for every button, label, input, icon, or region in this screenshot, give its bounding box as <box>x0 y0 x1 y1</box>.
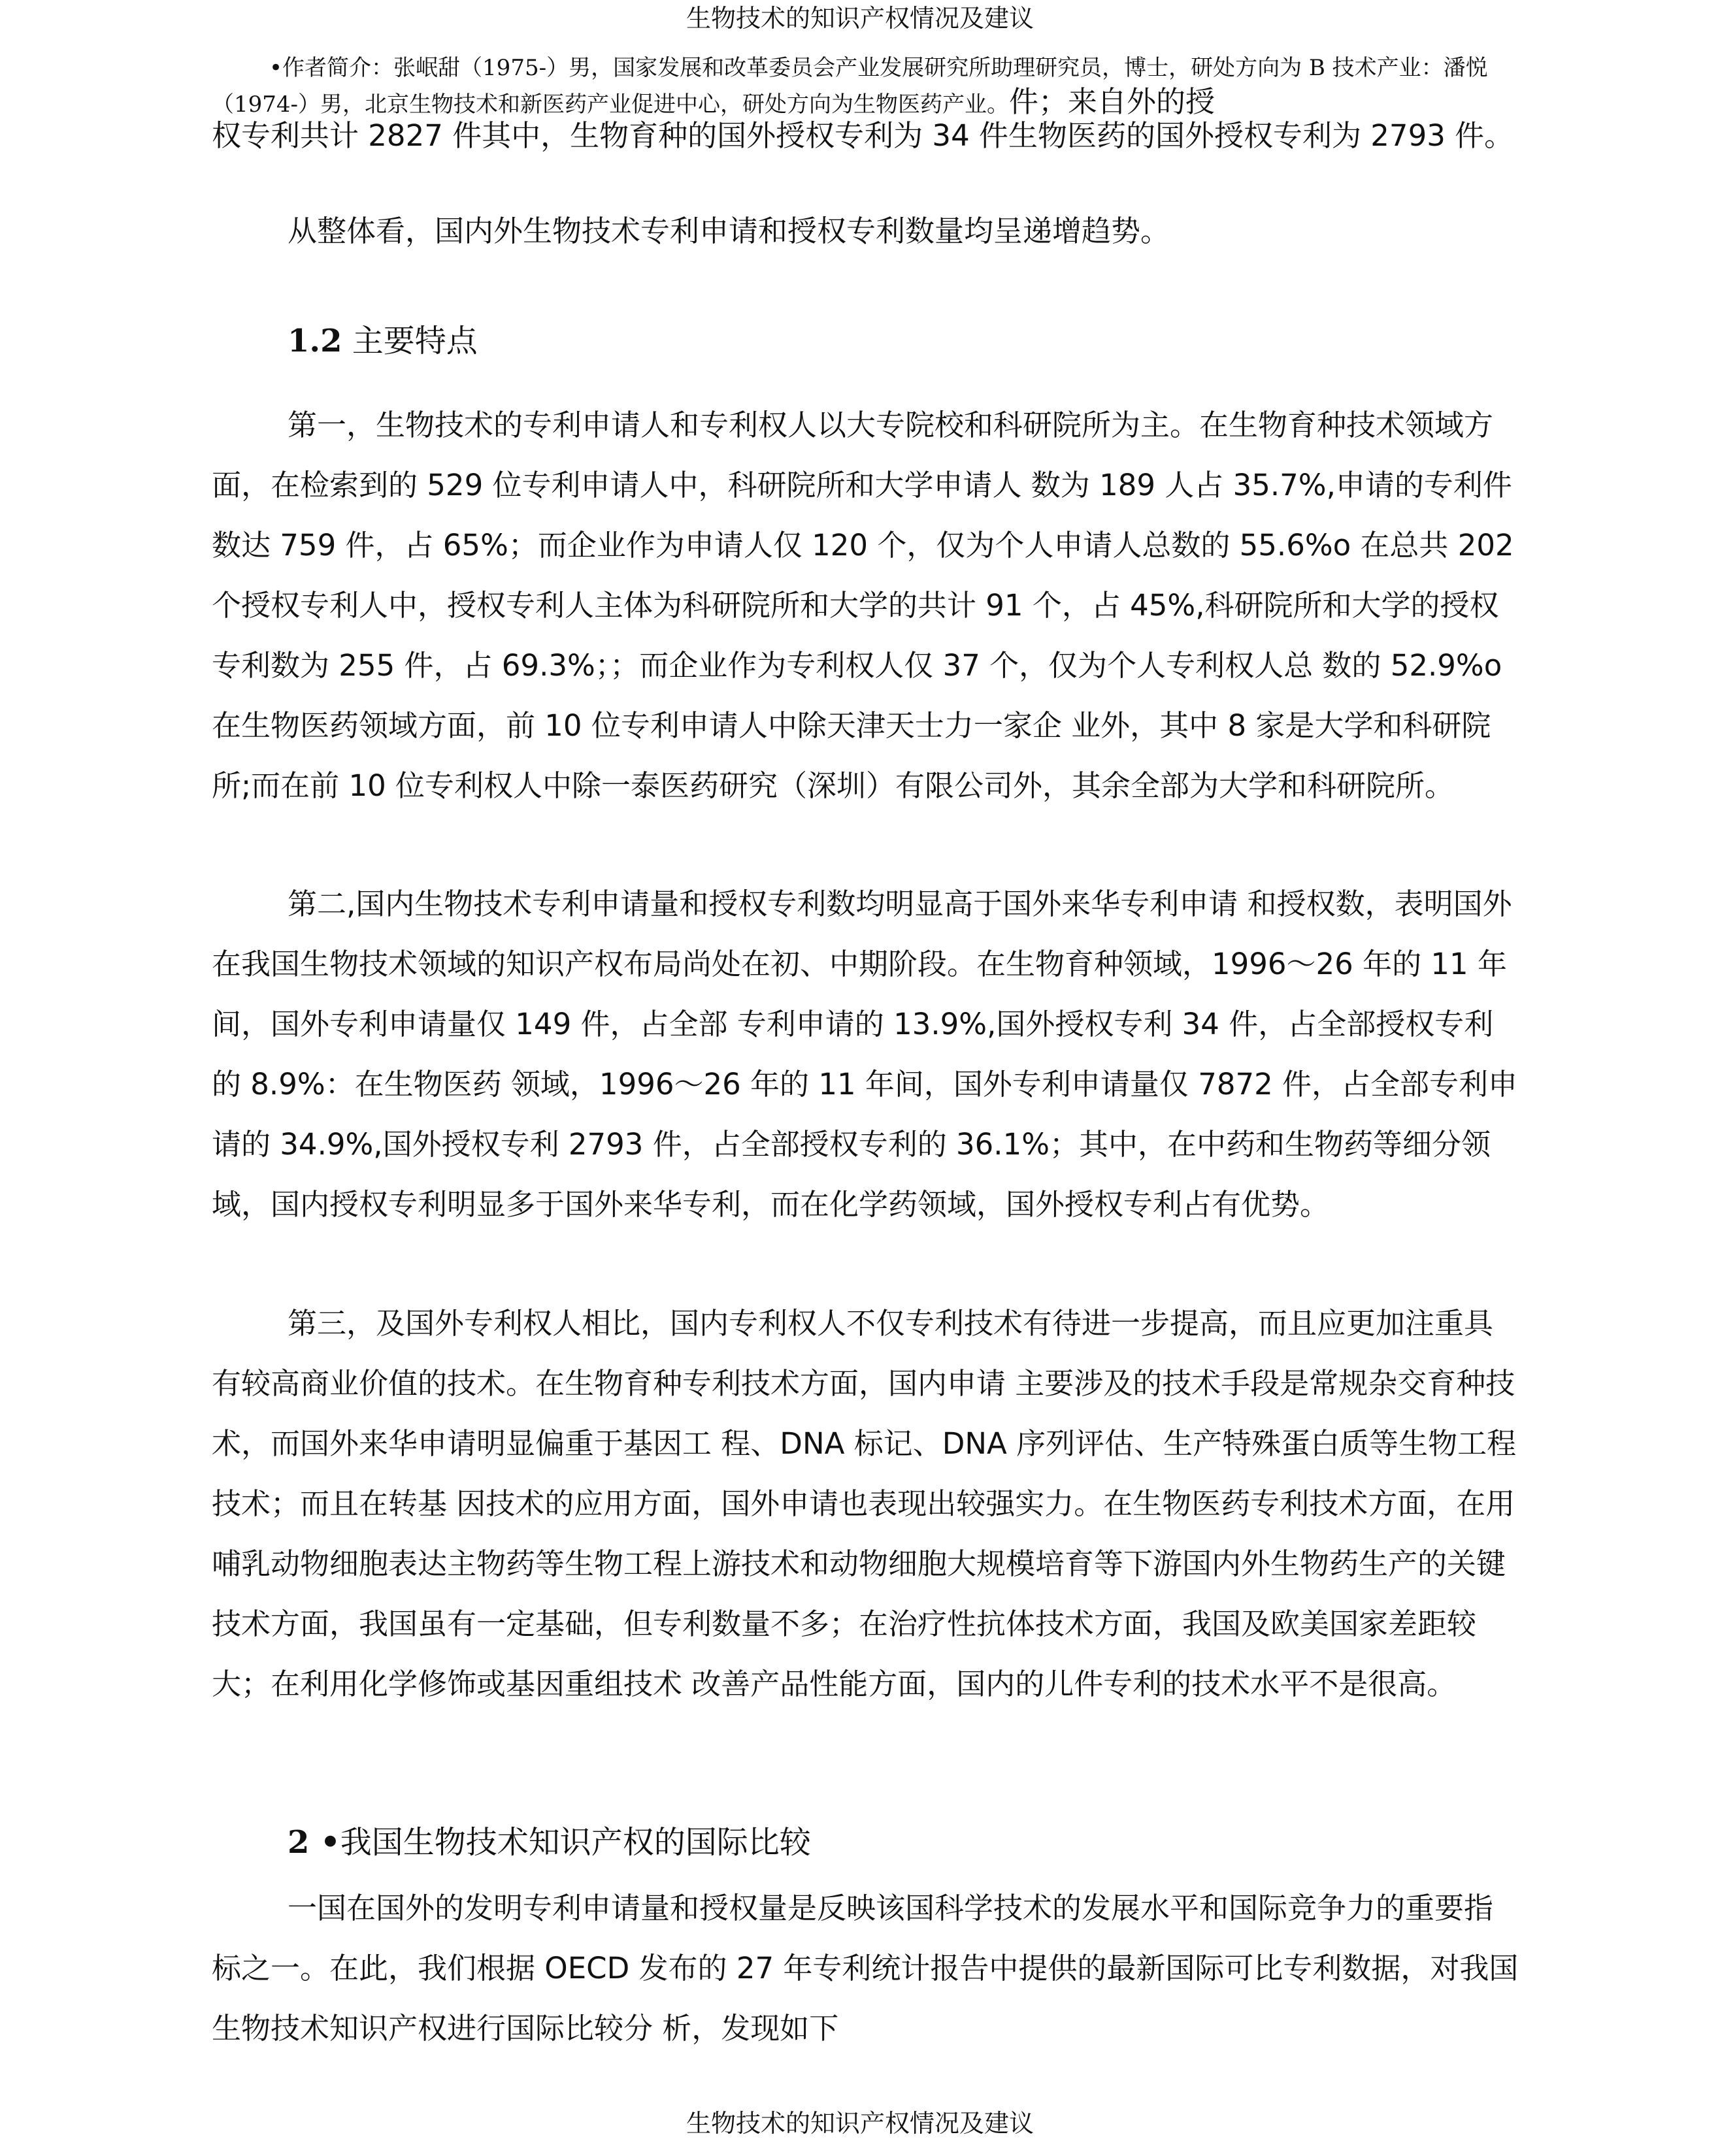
section-heading-1-2 <box>212 321 1595 361</box>
page-header: 生物技术的知识产权情况及建议 <box>686 4 1034 33</box>
paragraph-third: 第三，及国外专利权人相比，国内专利权人不仅专利技术有待进一步提高，而且应更加注重具有较高商业价值的技术。在生物育种专利技术方面，国内申请 主要涉及的技术手段是常规杂交育种技术，而国外来华申请明显偏重于基因工 程、DNA 标记、DNA 序列评估、生产特殊蛋白质等生物工程技术；而且在转基 因技术的应用方面，国外申请也表现出较强实力。在生物医药专利技术方面，在用哺乳动物细胞表达主物药等生物工程上游技术和动物细胞大规模培育等下游国内外生物药生产的关键技术方面，我国虽有一定基础，但专利数量不多；在治疗性抗体技术方面，我国及欧美国家差距较大；在利用化学修饰或基因重组技术 改善产品性能方面，国内的儿件专利的技术水平不是很高。 <box>212 1306 1517 1701</box>
page-footer: 生物技术的知识产权情况及建议 <box>686 2109 1034 2138</box>
section-heading-2 <box>212 1823 1595 1862</box>
paragraph-second: 第二,国内生物技术专利申请量和授权专利数均明显高于国外来华专利申请 和授权数，表明国外在我国生物技术领域的知识产权布局尚处在初、中期阶段。在生物育种领域，1996〜26 年的 11 年间，国外专利申请量仅 149 件，占全部 专利申请的 13.9%,国外授权专利 34 件，占全部授权专利的 8.9%：在生物医药 领域，1996〜26 年的 11 年间，国外专利申请量仅 7872 件，占全部专利申请的 34.9%,国外授权专利 2793 件，占全部授权专利的 36.1%；其中，在中药和生物药等细分领域，国内授权专利明显多于国外来华专利，而在化学药领域，国外授权专利占有优势。 <box>212 887 1518 1222</box>
section-title: 我国生物技术知识产权的国际比较 <box>340 1824 811 1861</box>
paragraph-first: 第一，生物技术的专利申请人和专利权人以大专院校和科研院所为主。在生物育种技术领域方面，在检索到的 529 位专利申请人中，科研院所和大学申请人 数为 189 人占 35.7%,申请的专利件数达 759 件，占 65%；而企业作为申请人仅 120 个，仅为个人申请人总数的 55.6%o 在总共 202 个授权专利人中，授权专利人主体为科研院所和大学的共计 91 个，占 45%,科研院所和大学的授权专利数为 255 件，占 69.3%；；而企业作为专利权人仅 37 个，仅为个人专利权人总 数的 52.9%o 在生物医药领域方面，前 10 位专利申请人中除天津天士力一家企 业外，其中 8 家是大学和科研院所;而在前 10 位专利权人中除一泰医药研究（深圳）有限公司外，其余全部为大学和科研院所。 <box>212 408 1514 803</box>
footnote-tail-text: 件；来自外的授 <box>1009 84 1216 119</box>
author-footnote <box>212 51 1519 122</box>
carry-over-paragraph: 权专利共计 2827 件其中，生物育种的国外授权专利为 34 件生物医药的国外授权专利为 2793 件。 <box>212 118 1514 153</box>
section-number: 2 • <box>288 1824 340 1861</box>
section-number: 1.2 <box>288 323 342 359</box>
paragraph-international: 一国在国外的发明专利申请量和授权量是反映该国科学技术的发展水平和国际竞争力的重要指标之一。在此，我们根据 OECD 发布的 27 年专利统计报告中提供的最新国际可比专利数据，对我国生物技术知识产权进行国际比较分 析，发现如下 <box>212 1891 1519 2046</box>
overall-trend-paragraph: 从整体看，国内外生物技术专利申请和授权专利数量均呈递增趋势。 <box>288 214 1170 248</box>
footnote-text: •作者简介：张岷甜（1975-）男，国家发展和改革委员会产业发展研究所助理研究员，博士，研处方向为 B 技术产业：潘悦（1974-）男，北京生物技术和新医药产业促进中心，研处方向为生物医药产业。 <box>212 55 1488 118</box>
section-title: 主要特点 <box>352 323 478 359</box>
